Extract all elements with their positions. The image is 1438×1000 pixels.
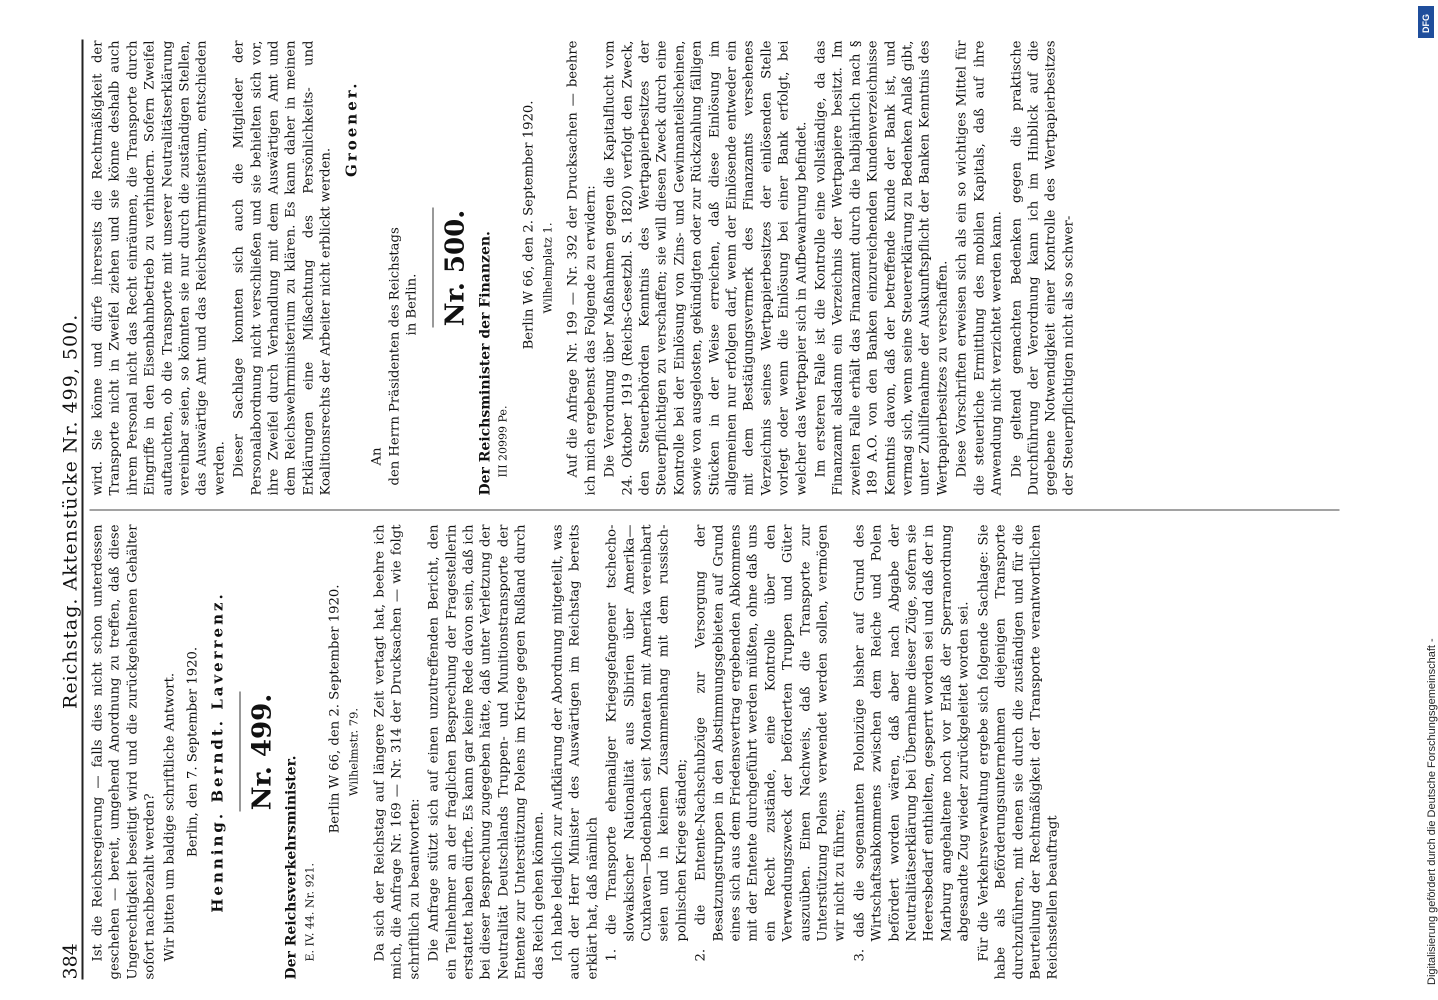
paragraph: Da sich der Reichstag auf längere Zeit vertagt hat, beehre ich mich, die Anfrage Nr. 169 — Nr. 314 der Drucksachen — wie folgt schriftlich zu beantworten: — [372, 524, 423, 980]
left-column — [90, 525, 1340, 980]
dateline-address: Wilhelmplatz 1. — [540, 222, 555, 314]
paragraph: Wir bitten um baldige schriftliche Antwort. — [162, 672, 178, 962]
document-number-499: Nr. 499. — [247, 693, 278, 811]
paragraph: Für die Verkehrsverwaltung ergebe sich folgende Sachlage: Sie habe als Beförderungsunternehmen diejenigen Transporte durchzuführen, mit denen sie durch die zuständigen und für die Beurteilung der Rechtmäßigkeit der Transporte verantwortlichen Reichsstellen beauftragt — [976, 524, 1061, 980]
address-city: in Berlin. — [404, 273, 420, 336]
separator-rule — [433, 208, 434, 328]
paragraph: Dieser Sachlage konnten sich auch die Mitglieder der Personalabordnung nicht verschließen und sie behielten sich vor, ihre Zweifel durch Verhandlung mit dem Auswärtigen Amt und dem Reichswehrministerium zu klären. Es kann daher in meinen Erklärungen eine Mißachtung des Persönlichkeits- und Koalitionsrechts der Arbeiter nicht erblickt werden. — [231, 40, 334, 496]
ministry-heading: Der Reichsverkehrsminister. — [283, 755, 300, 980]
page-header — [48, 40, 84, 980]
list-item: 3. daß die sogenannten Polonizüge bisher auf Grund des Wirtschaftsabkommens zwischen dem Reiche und Polen befördert worden wären, daß aber nach Abgabe der Neutralitätserklärung bei Übernahme dieser Züge, sofern sie Heeresbedarf enthielten, gesperrt worden sei und daß der in Marburg angehaltene noch vor Erlaß der Sperranordnung abgesandte Zug wieder zurückgeleitet worden sei. — [852, 524, 972, 962]
paragraph: wird. Sie könne und dürfe ihrerseits die Rechtmäßigkeit der Transporte nicht in Zweifel ziehen und sie könne deshalb auch ihrem Personal nicht das Recht einräumen, die Transporte durch Eingriffe in den Eisenbahnbetrieb zu verhindern. Sofern Zweifel auftauchten, ob die Transporte mit unserer Neutralitätserklärung vereinbar seien, so könnten sie nur durch die zuständigen Stellen, das Auswärtige Amt und das Reichswehrministerium, entschieden werden. — [90, 40, 228, 496]
dfg-logo — [1418, 6, 1434, 38]
ministry-reference: E. IV. 44. Nr. 921. — [303, 862, 317, 962]
paragraph: Die geltend gemachten Bedenken gegen die praktische Durchführung der Verordnung kann ich im Hinblick auf die gegebene Notwendigkeit einer Kontrolle des Wertpapierbesitzes der Steuerpflichtigen nicht als so schwer- — [1009, 40, 1077, 496]
list-item: 1. die Transporte ehemaliger Kriegsgefangener tschecho-slowakischer Nationalität aus Sibirien über Amerika—Cuxhaven—Bodenbach seit Monaten mit Amerika vereinbart seien und in keinem Zusammenhang mit dem russisch-polnischen Kriege ständen; — [604, 524, 690, 962]
paragraph: Ich habe lediglich zur Aufklärung der Abordnung mitgeteilt, was auch der Herr Minister des Auswärtigen im Reichstag bereits erklärt hat, daß nämlich — [550, 524, 601, 980]
dateline-address: Wilhelmstr. 79. — [346, 707, 361, 797]
signature: Groener. — [342, 80, 361, 177]
dfg-logo-text: DFG — [1421, 14, 1431, 33]
column-divider — [90, 510, 1340, 511]
rotated-document-page — [48, 40, 1355, 980]
page-title: Reichstag. Aktenstücke Nr. 499, 500. — [59, 313, 82, 709]
dateline: Berlin W 66, den 2. September 1920. — [521, 100, 537, 350]
paragraph: Die Anfrage stützt sich auf einen unzutreffenden Bericht, den ein Teilnehmer an der fraglichen Besprechung der Fragestellerin erstattet haben dürfte. Es kann gar keine Rede davon sein, daß ich bei dieser Besprechung zugegeben hätte, daß unter Verletzung der Neutralität Deutschlands Truppen- und Munitionstransporte der Entente zur Unterstützung Polens im Kriege gegen Rußland durch das Reich gehen können. — [426, 524, 547, 980]
right-column — [90, 41, 1340, 496]
page-number: 384 — [59, 943, 82, 980]
address-an: An — [369, 447, 385, 466]
paragraph: Auf die Anfrage Nr. 199 — Nr. 392 der Drucksachen — beehre ich mich ergebenst das Folgende zu erwidern: — [565, 40, 599, 496]
paragraph: Diese Vorschriften erweisen sich als ein so wichtiges Mittel für die steuerliche Ermittlung des mobilen Kapitals, daß auf ihre Anwendung nicht verzichtet werden kann. — [954, 40, 1005, 496]
paragraph: Im ersteren Falle ist die Kontrolle eine vollständige, da das Finanzamt alsdann ein Verzeichnis der Wertpapiere besitzt. Im zweiten Falle erhält das Finanzamt durch die halbjährlich nach § 189 A.O. von den Banken einzureichenden Kundenverzeichnisse Kenntnis davon, daß der betreffende Kunde der Bank ist, und vermag sich, wenn seine Steuererklärung zu Bedenken Anlaß gibt, unter Zuhilfenahme der Auskunftspflicht der Banken Kenntnis des Wertpapierbesitzes zu verschaffen. — [813, 40, 951, 496]
signatures: Henning. Berndt. Laverrenz. — [208, 591, 227, 913]
paragraph: Die Verordnung über Maßnahmen gegen die Kapitalflucht vom 24. Oktober 1919 (Reichs-Gesetzbl. S. 1820) verfolgt den Zweck, den Steuerbehörden Kenntnis des Wertpapierbesitzes der Steuerpflichtigen zu verschaffen; sie will diesen Zweck durch eine Kontrolle bei der Einlösung von Zins- und Gewinnanteilscheinen, sowie von ausgelosten, gekündigten oder zur Rückzahlung fälligen Stücken in der Weise erreichen, daß diese Einlösung im allgemeinen nur erfolgen darf, wenn der Einlösende entweder ein mit dem Bestätigungsvermerk des Finanzamts versehenes Verzeichnis seines Wertpapierbesitzes der einlösenden Stelle vorlegt oder wenn die Einlösung bei einer Bank erfolgt, bei welcher das Wertpapier sich in Aufbewahrung befindet. — [602, 40, 810, 496]
ministry-reference: III 20999 Pe. — [496, 405, 510, 478]
document-number-500: Nr. 500. — [440, 209, 471, 327]
dateline: Berlin W 66, den 2. September 1920. — [327, 584, 343, 834]
digitization-note: Digitalisierung gefördert durch die Deutsche Forschungsgemeinschaft - — [1426, 638, 1438, 985]
address-recipient: den Herrn Präsidenten des Reichstags — [387, 227, 402, 486]
separator-rule — [239, 692, 240, 812]
list-item: 2. die Entente-Nachschubzüge zur Versorgung der Besatzungstruppen in den Abstimmungsgebieten auf Grund eines sich aus dem Friedensvertrag ergebenden Abkommens mit der Entente durchgeführt werden müßten, ohne daß uns ein Recht zustände, eine Kontrolle über den Verwendungszweck der beförderten Truppen und Güter auszuüben. Einen Nachweis, daß die Transporte zur Unterstützung Polens verwendet werden sollen, vermögen wir nicht zu führen; — [693, 524, 848, 962]
date-line: Berlin, den 7. September 1920. — [185, 646, 201, 858]
paragraph: Ist die Reichsregierung — falls dies nicht schon unterdessen geschehen — bereit, umgehend Anordnung zu treffen, daß diese Ungerechtigkeit beseitigt wird und die zurückgehaltenen Gehälter sofort nachbezahlt werden? — [90, 524, 158, 980]
ministry-heading: Der Reichsminister der Finanzen. — [477, 231, 494, 496]
